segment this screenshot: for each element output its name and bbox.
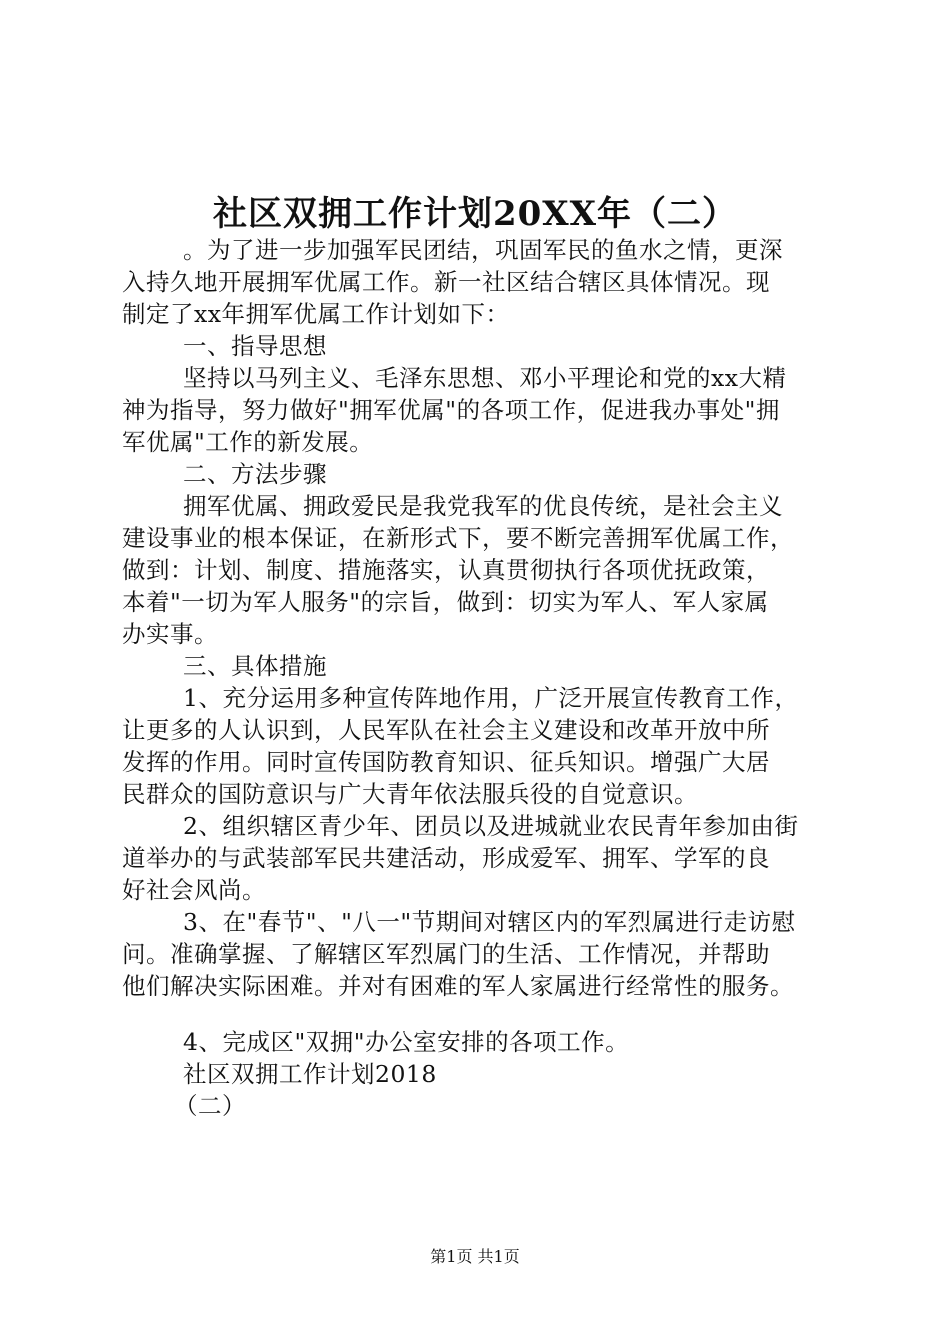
paragraph-line: 军优属"工作的新发展。: [122, 428, 374, 456]
paragraph-line: 他们解决实际困难。并对有困难的军人家属进行经常性的服务。: [122, 972, 794, 1000]
paragraph-line: 道举办的与武装部军民共建活动，形成爱军、拥军、学军的良: [122, 844, 770, 872]
paragraph-line: 神为指导，努力做好"拥军优属"的各项工作，促进我办事处"拥: [122, 396, 780, 424]
paragraph-line: 社区双拥工作计划2018: [183, 1060, 437, 1088]
document-title: 社区双拥工作计划20XX年（二）: [212, 194, 738, 234]
paragraph-line: 建设事业的根本保证，在新形式下，要不断完善拥军优属工作，: [122, 524, 794, 552]
paragraph-line: 问。准确掌握、了解辖区军烈属门的生活、工作情况，并帮助: [122, 940, 770, 968]
section-heading: 三、具体措施: [183, 652, 327, 680]
paragraph-line: 入持久地开展拥军优属工作。新一社区结合辖区具体情况。现: [122, 268, 770, 296]
paragraph-line: 1、充分运用多种宣传阵地作用，广泛开展宣传教育工作，: [183, 684, 799, 712]
paragraph-line: 民群众的国防意识与广大青年依法服兵役的自觉意识。: [122, 780, 698, 808]
paragraph-line: （二）: [174, 1092, 246, 1120]
paragraph-line: 坚持以马列主义、毛泽东思想、邓小平理论和党的xx大精: [183, 364, 787, 392]
paragraph-line: 办实事。: [122, 620, 218, 648]
paragraph-line: 2、组织辖区青少年、团员以及进城就业农民青年参加由街: [183, 812, 799, 840]
paragraph-line: 让更多的人认识到，人民军队在社会主义建设和改革开放中所: [122, 716, 770, 744]
paragraph-line: 拥军优属、拥政爱民是我党我军的优良传统，是社会主义: [183, 492, 783, 520]
paragraph-line: 好社会风尚。: [122, 876, 266, 904]
paragraph-line: 发挥的作用。同时宣传国防教育知识、征兵知识。增强广大居: [122, 748, 770, 776]
paragraph-line: 。为了进一步加强军民团结，巩固军民的鱼水之情，更深: [183, 236, 783, 264]
page-footer: 第1页 共1页: [430, 1247, 520, 1266]
section-heading: 二、方法步骤: [183, 460, 327, 488]
paragraph-line: 3、在"春节"、"八一"节期间对辖区内的军烈属进行走访慰: [183, 908, 796, 936]
section-heading: 一、指导思想: [183, 332, 327, 360]
paragraph-line: 做到：计划、制度、措施落实，认真贯彻执行各项优抚政策，: [122, 556, 770, 584]
paragraph-line: 本着"一切为军人服务"的宗旨，做到：切实为军人、军人家属: [122, 588, 769, 616]
paragraph-line: 制定了xx年拥军优属工作计划如下：: [122, 300, 510, 328]
paragraph-line: 4、完成区"双拥"办公室安排的各项工作。: [183, 1028, 630, 1056]
